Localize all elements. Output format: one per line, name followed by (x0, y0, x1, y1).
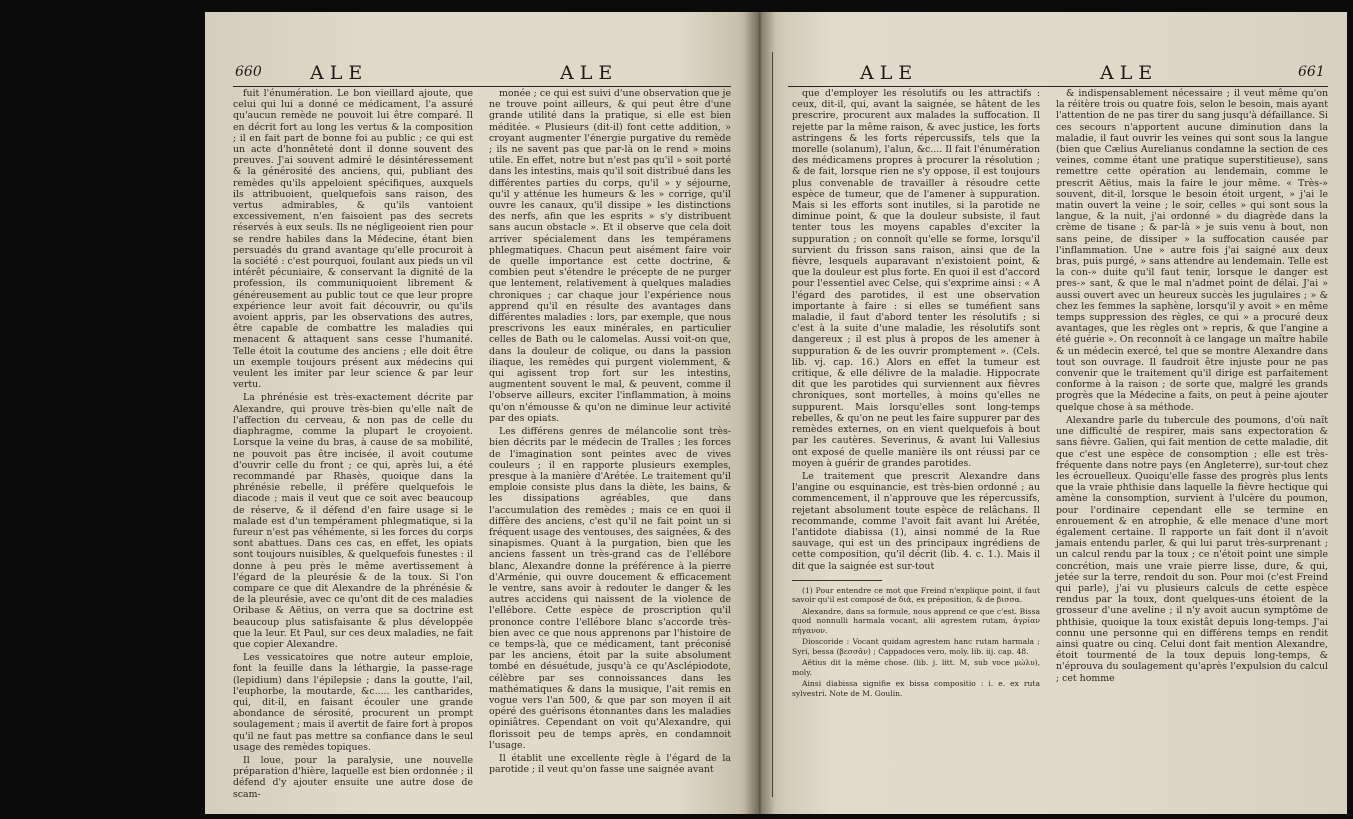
page-number-left: 660 (235, 64, 262, 80)
left-page (205, 12, 760, 814)
left-page-column-1 (233, 88, 473, 803)
book-gutter (745, 12, 775, 814)
paragraph: Le traitement que prescrit Alexandre dans l'angine ou esquinancie, est très-bien ordonné ; au commencement, il n'approuve que les répercussifs, rejetant absolument toute espèce de relâchans. Il recommande, comme l'avoit fait avant lui Arétée, l'antidote diabissa (1), ainsi nommé de la Rue sauvage, qui est un des principaux ingrédiens de cette composition, qu'il décrit (lib. 4. c. 1.). Mais il dit que la saignée est sur-tout (792, 470, 1040, 572)
footnote: Ainsi diabissa signifie ex bissa compositio : i. e. ex ruta sylvestri. Note de M. Goulin. (792, 679, 1040, 698)
paragraph: Il loue, pour la paralysie, une nouvelle préparation d'hière, laquelle est bien ordonnée ; il défend d'y ajouter ensuite une autre dose de scam- (233, 754, 473, 800)
paragraph: La phrénésie est très-exactement décrite par Alexandre, qui prouve très-bien qu'elle naît de l'affection du cerveau, & non pas de celle du diaphragme, comme la plupart le croyoient. Lorsque la veine du bras, à cause de sa mobilité, ne pouvoit pas être incisée, il avoit coutume d'ouvrir celle du front ; ce qui, après lui, a été recommandé par Rhasès, quoique dans la phrénésie rebelle, il préfère quelquefois le diacode ; mais il veut que ce soit avec beaucoup de réserve, & il défend d'en faire usage si le malade est d'un tempérament phlegmatique, si la fureur n'est pas véhémente, si les forces du corps sont abattues. Dans ces cas, en effet, les opiats sont toujours nuisibles, & quelquefois funestes : il donne à peu près le même avertissement à l'égard de la pleurésie & de la toux. Si l'on compare ce que dit Alexandre de la phrénésie & de la pleurésie, avec ce qu'ont dit de ces maladies Oribase & Aëtius, on verra que sa doctrine est beaucoup plus satisfaisante & plus développée que la leur. Et Paul, sur ces deux maladies, ne fait que copier Alexandre. (233, 392, 473, 650)
paragraph: que d'employer les résolutifs ou les attractifs : ceux, dit-il, qui, avant la saignée, se hâtent de les prescrire, procurent aux malades la suffocation. Il rejette par la même raison, & avec justice, les forts astringens & les forts répercussifs, tels que la morelle (solanum), l'alun, &c.... Il fait l'énumération des médicamens propres à procurer la résolution ; & de fait, lorsque rien ne s'y oppose, il est toujours plus convenable de travailler à résoudre cette espèce de tumeur, que de l'amener à suppuration. Mais si les efforts sont inutiles, si la parotide ne diminue point, & que la douleur subsiste, il faut tenter tous les moyens capables d'exciter la suppuration ; on connoît qu'elle se forme, lorsqu'il survient du frisson sans raison, ainsi que de la fièvre, lesquels auparavant n'existoient point, & que la douleur est plus forte. En quoi il est d'accord pour l'essentiel avec Celse, qui s'exprime ainsi : « A l'égard des parotides, il est une observation importante à faire : si elles se tuméfient sans maladie, il faut d'abord tenter les résolutifs ; si c'est à la suite d'une maladie, les résolutifs sont dangereux ; il est plus à propos de les amener à suppuration & de les ouvrir promptement ». (Cels. lib. vj. cap. 16.) Alors en effet la tumeur est critique, & elle délivre de la maladie. Hippocrate dit que les parotides qui surviennent aux fièvres chroniques, sont mortelles, à moins qu'elles ne suppurent. Mais lorsqu'elles sont long-temps rebelles, & qu'on ne peut les faire suppurer par des remèdes externes, on en vient quelquefois à bout par les cautères. Severinus, & avant lui Vallesius ont exposé de quelle manière ils ont réussi par ce moyen à guérir de grandes parotides. (792, 88, 1040, 469)
book-spread (205, 12, 1347, 814)
footnotes (792, 586, 1040, 699)
left-page-column-2 (489, 88, 731, 803)
right-page-column-2 (1056, 88, 1328, 803)
running-head-right-col1: ALE (860, 62, 919, 84)
running-head-right-col2: ALE (1100, 62, 1159, 84)
paragraph: Il établit une excellente règle à l'égard de la parotide ; il veut qu'on fasse une saignée avant (489, 752, 731, 776)
paragraph: & indispensablement nécessaire ; il veut même qu'on la réitère trois ou quatre fois, selon le besoin, mais ayant l'attention de ne pas tirer du sang jusqu'à défaillance. Si ces secours n'apportent aucune diminution dans la maladie, il faut ouvrir les veines qui sont sous la langue (bien que Cælius Aurelianus condamne la section de ces veines, comme étant une pratique superstitieuse), sans remettre cette opération au lendemain, comme le prescrit Aëtius, mais la faire le jour même. « Très-» souvent, dit-il, lorsque le besoin étoit urgent, » j'ai le matin ouvert la veine ; le soir, celles » qui sont sous la langue, & la nuit, j'ai ordonné » du diagrède dans la crème de tisane ; & par-là » je suis venu à bout, non sans peine, de dissiper » la suffocation causée par l'inflammation. Une » autre fois j'ai saigné aux deux bras, puis purgé, » sans attendre au lendemain. Telle est la con-» duite qu'il faut tenir, lorsque le danger est pres-» sant, & que le mal n'admet point de délai. J'ai » aussi ouvert avec un heureux succès les jugulaires ; » & chez les femmes la saphène, lorsqu'il y avoit » en même temps suppression des règles, ce qui » a procuré deux avantages, que les règles ont » repris, & que l'angine a été guérie ». On reconnoît à ce langage un maître habile & un médecin exercé, tel que se montre Alexandre dans tout son ouvrage. Il faudroit être injuste pour ne pas convenir que le traitement qu'il dirige est parfaitement conforme à la raison ; de sorte que, malgré les grands progrès que la Médecine a faits, on peut à peine ajouter quelque chose à sa méthode. (1056, 88, 1328, 413)
paragraph: Les vessicatoires que notre auteur emploie, font la feuille dans la léthargie, la passe-rage (lepidium) dans l'épilepsie ; dans la goutte, l'ail, l'euphorbe, la moutarde, &c..... les cantharides, qui, dit-il, en faisant écouler une grande abondance de sérosité, procurent un prompt soulagement ; mais il avertit de faire fort à propos qu'il ne faut pas mettre sa confiance dans le seul usage des remèdes topiques. (233, 652, 473, 753)
running-head-left-col1: ALE (310, 62, 369, 84)
footnote: (1) Pour entendre ce mot que Freind n'explique point, il faut savoir qu'il est composé de διά, ex préposition, & de βισσα. (792, 585, 1040, 605)
right-page (760, 12, 1347, 814)
paragraph: Les différens genres de mélancolie sont très-bien décrits par le médecin de Tralles ; les forces de l'imagination sont peintes avec de vives couleurs ; il en rapporte plusieurs exemples, presque à la manière d'Arétée. Le traitement qu'il emploie consiste plus dans la diète, les bains, & les dissipations agréables, que dans l'accumulation des remèdes ; mais ce en quoi il diffère des anciens, c'est qu'il ne fait point un si fréquent usage des ventouses, des saignées, & des sinapismes. Quant à la purgation, bien que les anciens fassent un très-grand cas de l'ellébore blanc, Alexandre donne la préférence à la pierre d'Arménie, qui ouvre doucement & efficacement le ventre, sans avoir à redouter le danger & les autres accidens qui naissent de la violence de l'ellébore. Cette espèce de proscription qu'il prononce contre l'ellébore blanc s'accorde très-bien avec ce que nous apprenons par l'histoire de ce temps-là, que ce médicament, tant préconisé par les anciens, étoit par la suite absolument tombé en désuétude, jusqu'à ce qu'Asclépiodote, célèbre par ses connoissances dans les mathématiques & dans la musique, l'ait remis en vogue vers l'an 500, & que par son moyen il ait opéré des guérisons étonnantes dans les maladies opiniâtres. Cependant on voit qu'Alexandre, qui florissoit peu de temps après, en condamnoit l'usage. (489, 426, 731, 751)
footnote: Alexandre, dans sa formule, nous apprend ce que c'est. Bissa quod nonnulli harmala vocant, alii agrestem rutam, ἀγρίαν πήγανον. (792, 606, 1040, 635)
header-rule-right (788, 86, 1328, 87)
paragraph: Alexandre parle du tubercule des poumons, d'où naît une difficulté de respirer, mais sans expectoration & sans fièvre. Galien, qui fait mention de cette maladie, dit que c'est une espèce de consomption ; elle est très-fréquente dans notre pays (en Angleterre), sur-tout chez les écrouelleux. Quoiqu'elle fasse des progrès plus lents que la vraie phthisie dans laquelle la fièvre hectique qui amène la consomption, survient à l'ulcère du poumon, pour l'ordinaire cependant elle se termine en enrouement & en atrophie, & elle menace d'une mort également certaine. Il rapporte un fait dont il n'avoit jamais entendu parler, & qui lui parut très-surprenant ; un calcul rendu par la toux ; ce n'étoit point une simple concrétion, mais une vraie pierre lisse, dure, & qui, jetée sur la terre, rendoit du son. Pour moi (c'est Freind qui parle), j'ai vu plusieurs calculs de cette espèce rendus par la toux, dont quelques-uns étoient de la grosseur d'une aveline ; il n'y avoit aucun symptôme de phthisie, quoique la toux existât depuis long-temps. J'ai connu une personne qui en différens temps en rendit ainsi quatre ou cinq. Celui dont fait mention Alexandre, étoit tourmenté de la toux depuis long-temps, & n'éprouva du soulagement qu'après l'expulsion du calcul ; cet homme (1056, 414, 1328, 684)
paragraph: fuit l'énumération. Le bon vieillard ajoute, que celui qui lui a donné ce médicament, l'a assuré qu'aucun remède ne pouvoit lui être comparé. Il en décrit fort au long les vertus & la composition ; il en fait part de bonne foi au public ; ce qui est un acte d'honnêteté dont il donne souvent des preuves. J'ai souvent admiré le désintéressement & la générosité des anciens, qui, publiant des remèdes qu'ils appeloient spécifiques, auxquels ils attribuoient, quelquefois sans raison, des vertus admirables, & qu'ils vantoient excessivement, n'en faisoient pas des secrets réservés à eux seuls. Ils ne négligeoient rien pour se rendre habiles dans la Médecine, étant bien persuadés du grand avantage qu'elle procuroit à la société : c'est pourquoi, foulant aux pieds un vil intérêt pécuniaire, & conservant la dignité de la profession, ils communiquoient librement & généreusement au public tout ce que leur propre expérience leur avoit fait découvrir, ou qu'ils avoient appris, par les observations des autres, être capable de combattre les maladies qui menacent & attaquent sans cesse l'humanité. Telle étoit la coutume des anciens ; elle doit être un exemple toujours présent aux médecins qui veulent les imiter par leur science & par leur vertu. (233, 88, 473, 391)
footnote: Aëtius dit la même chose. (lib. j. litt. M, sub voce μώλυ), moly. (792, 658, 1040, 677)
header-rule-left (233, 86, 731, 87)
footnote: Dioscoride : Vocant quidam agrestem hanc rutam harmala ; Syri, bessa (βεσσᾶν) ; Cappadoces vero, moly. lib. iij. cap. 48. (792, 637, 1040, 656)
page-number-right: 661 (1298, 64, 1325, 80)
running-head-left-col2: ALE (560, 62, 619, 84)
footnote-rule (792, 580, 882, 581)
right-page-column-1 (792, 88, 1040, 803)
paragraph: monée ; ce qui est suivi d'une observation que je ne trouve point ailleurs, & qui peut être d'une grande utilité dans la pratique, si elle est bien méditée. « Plusieurs (dit-il) font cette addition, » croyant augmenter l'énergie purgative du remède ; ils ne savent pas que par-là on le rend » moins utile. En effet, notre but n'est pas qu'il » soit porté dans les intestins, mais qu'il soit distribué dans les différentes parties du corps, qu'il » y séjourne, qu'il y atténue les humeurs & les » corrige, qu'il ouvre les canaux, qu'il dissipe » les distinctions des nerfs, afin que les esprits » s'y distribuent sans aucun obstacle ». Et il observe que cela doit arriver spécialement dans les tempéramens phlegmatiques. Chacun peut aisément faire voir de quelle importance est cette doctrine, & combien peut s'étendre le précepte de ne purger que lentement, relativement à quelques maladies chroniques ; car chaque jour l'expérience nous apprend qu'il en résulte des avantages dans différentes maladies : lors, par exemple, que nous prescrivons les eaux minérales, en particulier celles de Bath ou le calomelas. Aussi voit-on que, dans la douleur de colique, ou dans la passion iliaque, les remèdes qui purgent violemment, & qui agissent trop fort sur les intestins, augmentent souvent le mal, & peuvent, comme il l'observe ailleurs, exciter l'inflammation, à moins qu'on n'émousse & qu'on ne diminue leur activité par des opiats. (489, 88, 731, 424)
